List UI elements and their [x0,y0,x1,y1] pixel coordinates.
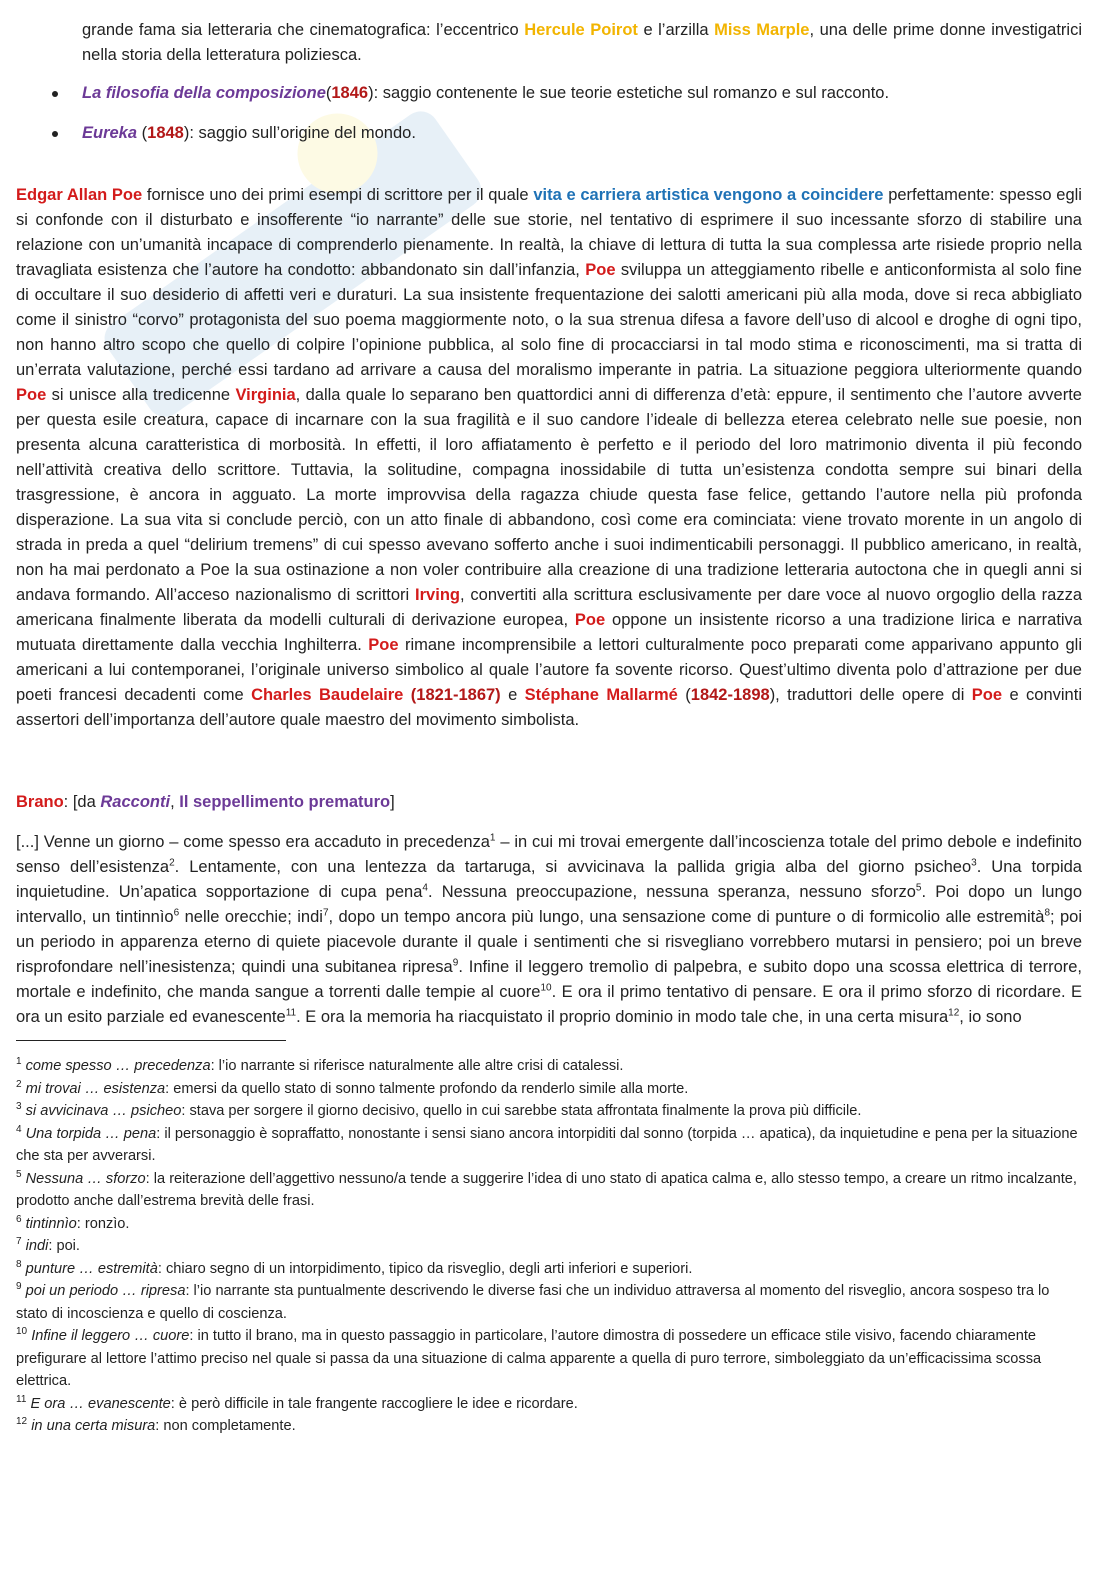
footnote: $^9$ poi un periodo … ripresa: l’io narrante sta puntualmente descrivendo le diverse fasi che un individuo attraversa al momento del risveglio, ancora sospeso tra lo stato di incoscienza e quello di coscienza. [16,1281,1050,1322]
biography-paragraph: Edgar Allan Poe fornisce uno dei primi esempi di scrittore per il quale vita e carriera artistica vengono a coincidere perfettamente: spesso egli si confonde con il disturbato e insofferente “io narrante” delle sue storie, nel tentativo di esprimere il suo incessante sforzo di stabilire una relazione con un’umanità incapace di comprenderlo pienamente. In realtà, la chiave di lettura di tutta la sua complessa arte risiede proprio nella travagliata esistenza che l’autore ha condotto: abbandonato sin dall’infanzia, Poe sviluppa un atteggiamento ribelle e anticonformista al solo fine di occultare il suo desiderio di affetti veri e duraturi. La sua insistente frequentazione dei salotti americani più alla moda, dove si reca abbigliato come il sinistro “corvo” protagonista del suo poema maggiormente noto, o la sua strenua difesa a favore dell’uso di alcool e droghe di ogni tipo, non hanno altro scopo che quello di colpire l’opinione pubblica, al solo fine di procacciarsi in tal modo stima e riconoscimenti, ma si tratta di un’errata valutazione, perché essi tardano ad arrivare a causa del moralismo imperante in patria. La situazione peggiora ulteriormente quando Poe si unisce alla tredicenne Virginia, dalla quale lo separano ben quattordici anni di differenza d’età: eppure, il sentimento che l’autore avverte per questa esile creatura, capace di incarnare con la sua fragilità e il suo candore l’ideale di bellezza eterea celebrato nelle sue poesie, non presenta alcuna caratteristica di morbosità. In effetti, il loro affiatamento è perfetto e il periodo del loro matrimonio diventa il più fecondo nell’attività creativa dello scrittore. Tuttavia, la solitudine, compagna inossidabile di tutta un’esistenza condotta sempre sui binari della trasgressione, è ancora in agguato. La morte improvvisa della ragazza chiude questa fase felice, gettando l’autore nella più profonda disperazione. La sua vita si conclude perciò, con un atto finale di abbandono, così come era cominciata: viene trovato morente in un angolo di strada in preda a quel “delirium tremens” di cui spesso avevano sofferto anche i suoi indimenticabili personaggi. Il pubblico americano, in realtà, non ha mai perdonato a Poe la sua ostinazione a non voler contribuire alla creazione di una tradizione letteraria autoctona che in quegli anni si andava formando. All’acceso nazionalismo di scrittori Irving, convertiti alla scrittura esclusivamente per dare voce al nuovo orgoglio della razza americana finalmente liberata da modelli culturali di derivazione europea, Poe oppone un insistente ricorso a una tradizione lirica e narrativa mutuata direttamente dalla vecchia Inghilterra. Poe rimane incomprensibile a lettori culturalmente poco preparati come apparivano appunto gli americani a lui contemporanei, l’originale universo simbolico al quale l’autore fa sovente ricorso. Quest’ultimo diventa polo d’attrazione per due poeti francesi decadenti come Charles Baudelaire (1821-1867) e Stéphane Mallarmé (1842-1898), traduttori delle opere di Poe e convinti assertori dell’importanza dell’autore quale maestro del movimento simbolista. [16,186,1082,729]
footnote-ref[interactable]: 10 [540,982,552,994]
footnote: $^2$ mi trovai … esistenza: emersi da quello stato di sonno talmente profondo da renderlo simile alla morte. [16,1078,689,1097]
footnote: $^6$ tintinnìo: ronzìo. [16,1213,130,1232]
footnote: $^8$ punture … estremità: chiaro segno di un intorpidimento, tipico da risveglio, degli arti inferiori e superiori. [16,1258,693,1277]
footnote-ref[interactable]: 9 [452,957,459,969]
footnote-divider [16,1040,286,1041]
footnote-ref[interactable]: 2 [169,857,175,869]
footnote: $^1$ come spesso … precedenza: l’io narrante si riferisce naturalmente alle altre crisi di catalessi. [16,1056,624,1074]
footnote: $^3$ si avvicinava … psicheo: stava per sorgere il giorno decisivo, quello in cui sarebbe stata affrontata finalmente la prova più difficile. [16,1101,862,1119]
excerpt-heading: Brano: [da Racconti, Il seppellimento prematuro] [16,793,395,811]
footnote-ref[interactable]: 1 [489,832,496,844]
works-list [16,81,1082,146]
footnote-ref[interactable]: 4 [422,882,428,894]
document-page [16,18,1082,1438]
footnote-ref[interactable]: 6 [173,907,180,919]
footnote: $^{12}$ in una certa misura: non completamente. [16,1416,296,1434]
footnote-ref[interactable]: 8 [1044,907,1050,919]
name-hercule-poirot: Hercule Poirot [524,21,638,39]
footnote-ref[interactable]: 3 [971,857,977,869]
footnote-ref[interactable]: 7 [322,907,329,919]
name-miss-marple: Miss Marple [714,21,810,39]
footnote: $^7$ indi: poi. [16,1236,80,1254]
footnote-ref[interactable]: 12 [948,1007,960,1019]
list-item: La filosofia della composizione(1846): saggio contenente le sue teorie estetiche sul romanzo e sul racconto. [16,81,1082,106]
footnote: $^{11}$ E ora … evanescente: è però difficile in tale frangente raccogliere le idee e ricordare. [16,1393,578,1412]
intro-text: grande fama sia letteraria che cinematografica: l’eccentrico Hercule Poirot e l’arzilla Miss Marple, una delle prime donne investigatrici nella storia della letteratura poliziesca. [82,21,1082,64]
footnotes [16,1055,1082,1438]
bullet-icon [52,131,58,137]
bullet-icon [52,91,58,97]
footnote-ref[interactable]: 11 [285,1007,297,1019]
footnote-ref[interactable]: 5 [915,882,922,894]
excerpt-text: [...] Venne un giorno – come spesso era accaduto in precedenza$^1$ – in cui mi trovai emergente dall’incoscienza totale del primo debole e indefinito senso dell’esistenza$^2$. Lentamente, con una lentezza da tartaruga, si avvicinava la pallida grigia alba del giorno psicheo$^3$. Una torpida inquietudine. Un’apatica sopportazione di cupa pena$^4$. Nessuna preoccupazione, nessuna speranza, nessuno sforzo$^5$. Poi dopo un lungo intervallo, un tintinnìo$^6$ nelle orecchie; indi$^7$, dopo un tempo ancora più lungo, una sensazione come di punture o di formicolio alle estremità$^8$; poi un periodo in apparenza eterno di quiete piacevole durante il quale i sentimenti che si risvegliano vorrebbero mutarsi in pensiero; poi un breve risprofondare nell’inesistenza; quindi una subitanea ripresa$^9$. Infine il leggero tremolìo di palpebra, e subito dopo una scossa elettrica di terrore, mortale e indefinito, che manda sangue a torrenti dalle tempie al cuore$^{10}$. E ora il primo tentativo di pensare. E ora il primo sforzo di ricordare. E ora un esito parziale ed evanescente$^{11}$. E ora la memoria ha riacquistato il proprio dominio in modo tale che, in una certa misura$^{12}$, io sono [16,832,1083,1026]
list-item: Eureka (1848): saggio sull’origine del mondo. [16,121,1082,146]
footnote: $^4$ Una torpida … pena: il personaggio è sopraffatto, nonostante i sensi siano ancora intorpiditi dal sonno (torpida … apatica), da inquietudine e pena per la situazione che sta per avverarsi. [16,1123,1078,1164]
footnote: $^5$ Nessuna … sforzo: la reiterazione dell’aggettivo nessuno/a tende a suggerire l’idea di uno stato di apatica calma e, allo stesso tempo, a creare un ritmo incalzante, prodotto anche dall’estrema brevità delle frasi. [16,1168,1077,1209]
footnote: $^{10}$ Infine il leggero … cuore: in tutto il brano, ma in questo passaggio in particolare, l’autore dimostra di possedere un efficace stile visivo, facendo chiaramente prefigurare al lettore l’attimo preciso nel quale si passa da una situazione di calma apparente a quella di puro terrore, simboleggiato da un’efficacissima scossa elettrica. [16,1326,1042,1389]
